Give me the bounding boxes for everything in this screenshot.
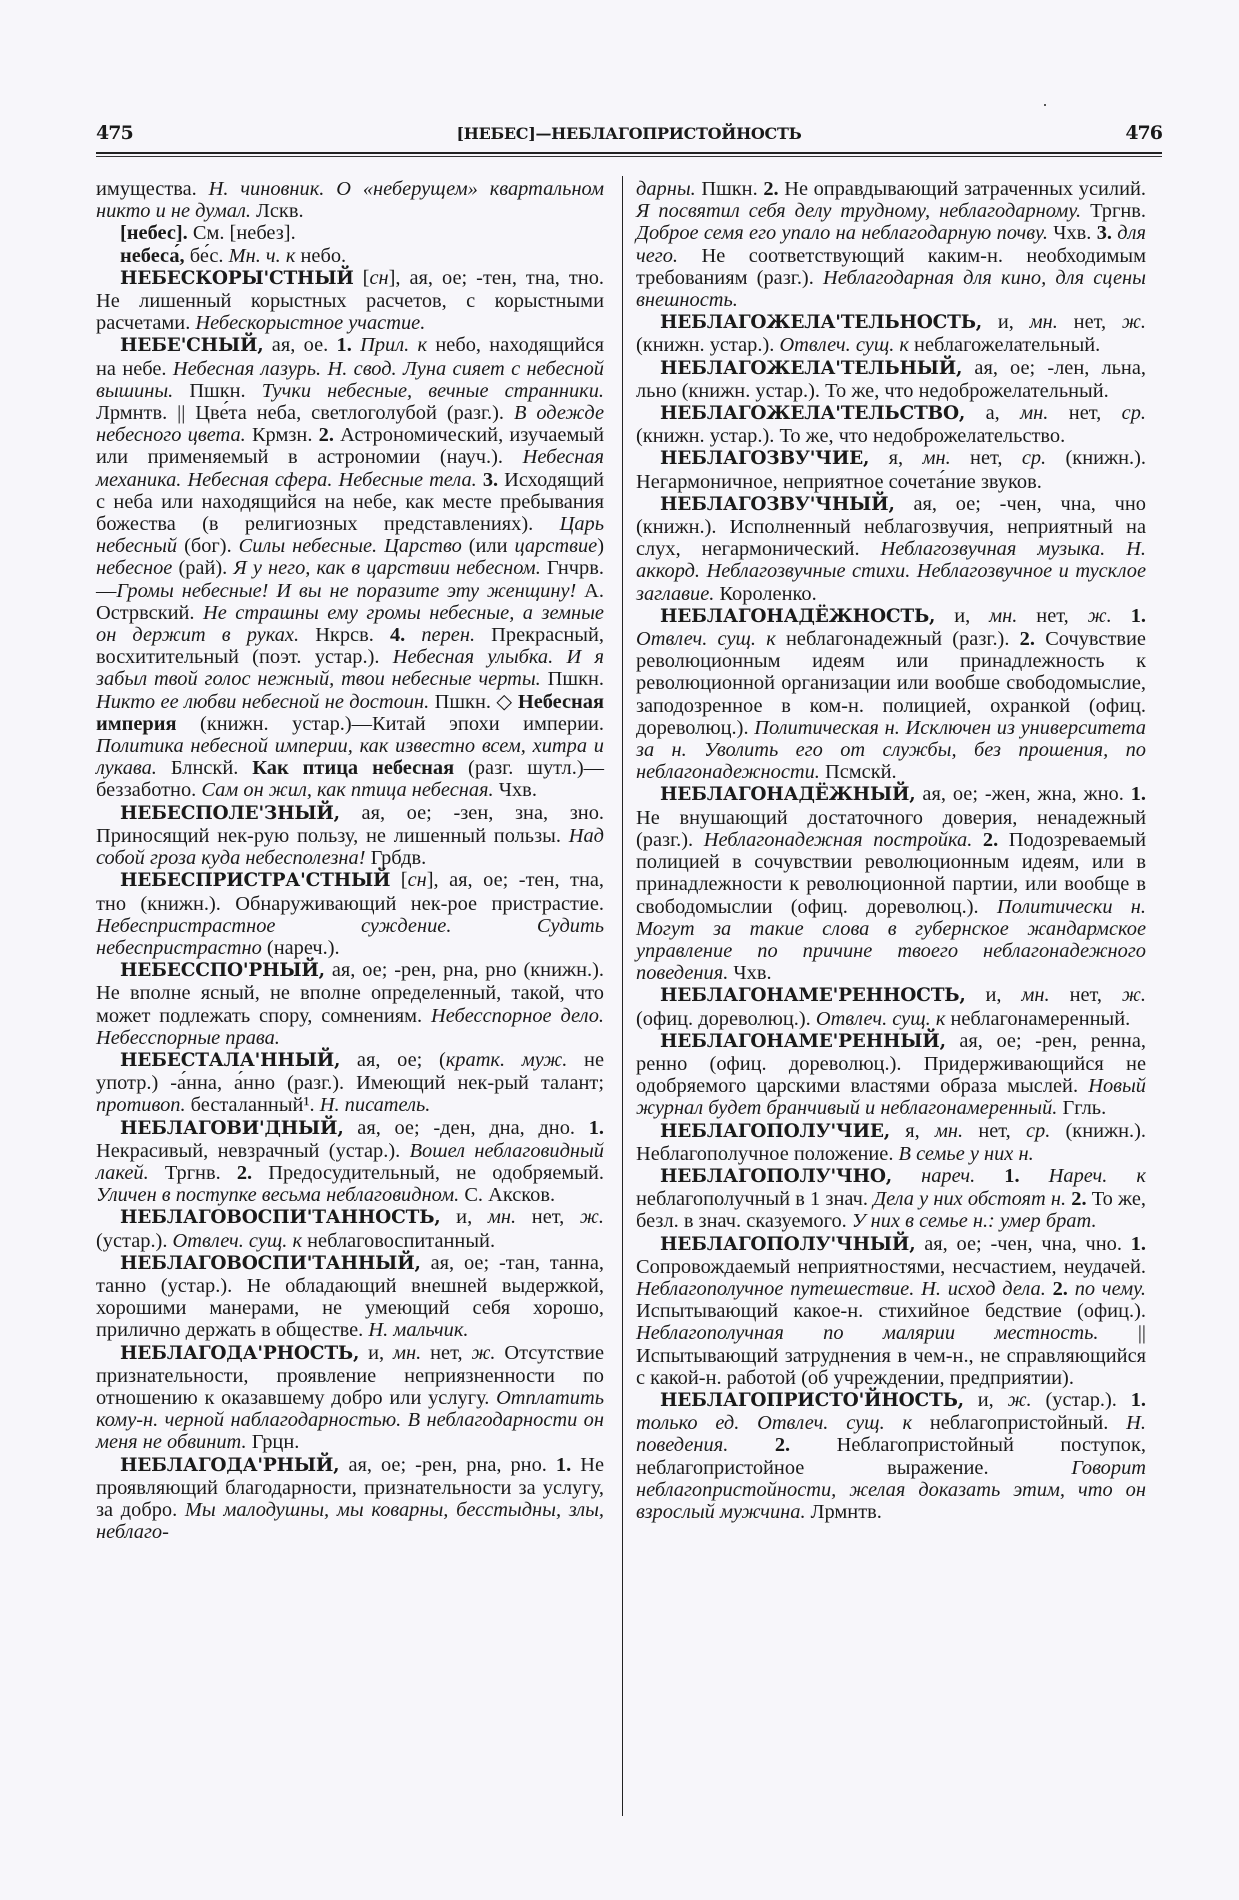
entry-text: Лскв.: [250, 200, 304, 223]
entry-text: Чхв.: [1047, 222, 1097, 245]
italic-text: Н. писатель.: [319, 1094, 431, 1117]
italic-text: Мы малодушны, мы коварны, бесстыдны, злы, неблаго-: [96, 1498, 604, 1544]
italic-text: ж.: [1121, 311, 1146, 334]
entry-text: Блнскй.: [156, 757, 253, 780]
italic-text: царствие: [514, 535, 598, 558]
italic-text: Дела у них обстоят н.: [873, 1188, 1067, 1211]
entry-text: [: [353, 266, 370, 289]
entry-text: нет,: [421, 1341, 472, 1364]
bold-text: 1.: [1004, 1164, 1020, 1187]
entry-text: Тргнв.: [1081, 200, 1146, 223]
entry-text: ая, ое; -рен, ренна, ренно (офиц. дореволюц.). Придерживающийся не одобряемого царскими властями образа мыслей.: [636, 1029, 1146, 1098]
headword: НЕБЛАГОЖЕЛА'ТЕЛЬСТВО,: [660, 403, 966, 425]
entry-text: Сочувствие революционным идеям или принадлежность к революционной организации или вообше свободомыслие, заподозренное в ком-н. полицией, охранкой (офиц. дореволюц.).: [636, 628, 1146, 739]
entry-text: Исходящий с неба или находящийся на небе, как месте пребывания божества (в религиозных представлениях).: [96, 468, 604, 536]
italic-text: Отвлеч. сущ. к: [172, 1229, 303, 1252]
italic-text: Вошел неблаговидный лакей.: [96, 1139, 604, 1184]
dictionary-entry: [636, 783, 1146, 984]
italic-text: Неблагозвучная музыка. Н. аккорд. Неблагозвучные стихи. Неблагозвучное и тусклое заглавие.: [636, 538, 1146, 605]
italic-text: Отвлеч. сущ. к: [779, 334, 909, 357]
entry-text: Псмскй.: [819, 761, 897, 784]
italic-text: ж.: [1087, 604, 1112, 627]
entry-text: Лрмнтв. || Цве́та неба, светлоголубой (разг.).: [96, 402, 514, 425]
dictionary-entry: [96, 1342, 604, 1454]
entry-text: С. Аксков.: [459, 1184, 556, 1207]
entry-text: ): [597, 535, 604, 558]
entry-text: ая, ое; (: [340, 1048, 446, 1071]
dictionary-entry: [636, 447, 1146, 492]
column-right: [636, 178, 1146, 1523]
entry-text: ая, ое; -лен, льна, льно (книжн. устар.). То же, что недоброжелательный.: [636, 356, 1146, 402]
italic-text: Над собой гроза куда небесполезна!: [96, 824, 604, 870]
italic-text: Политически н. Могут за такие слова в губернское жандармское управление по причине твоего неблагонадежного поведения.: [636, 895, 1146, 985]
entry-text: неблагонамеренный.: [945, 1007, 1131, 1030]
italic-text: Неблагодарная для кино, для сцены внешность.: [636, 266, 1146, 312]
entry-text: (офиц. дореволюц.).: [636, 1007, 816, 1030]
bold-text: 2.: [763, 178, 779, 200]
italic-text: ж.: [471, 1341, 496, 1364]
running-head: [НЕБЕС]—НЕБЛАГОПРИСТОЙНОСТЬ: [456, 124, 802, 143]
italic-text: кратк. муж.: [445, 1048, 568, 1071]
entry-text: небо, находящийся на небе.: [96, 334, 604, 380]
dictionary-entry: [636, 1030, 1146, 1120]
bold-text: 2.: [1071, 1188, 1087, 1211]
bold-text: 3.: [1096, 222, 1112, 245]
bold-text: 1.: [555, 1453, 572, 1476]
italic-text: Силы небесные. Царство: [238, 535, 462, 558]
entry-text: бесталанный¹.: [185, 1094, 320, 1117]
italic-text: мн.: [1029, 311, 1058, 334]
entry-text: ], ая, ое; -тен, тна, тно. Не лишенный корыстных расчетов, с корыстными расчетами.: [96, 266, 604, 335]
headword: НЕБЛАГОЖЕЛА'ТЕЛЬНЫЙ,: [660, 357, 963, 379]
italic-text: Не страшны ему громы небесные, а земные он держит в руках.: [96, 601, 604, 647]
italic-text: Никто ее любви небесной не достоин.: [96, 690, 430, 713]
entry-text: (рай).: [172, 557, 234, 580]
dictionary-entry: [96, 802, 604, 870]
headword: НЕБЛАГОПОЛУ'ЧИЕ,: [660, 1120, 891, 1142]
entry-continuation: [636, 178, 1146, 311]
headword: НЕБЕСПОЛЕ'ЗНЫЙ,: [120, 802, 340, 824]
italic-text: Небеспристрастное суждение. Судить небеспристрастно: [96, 914, 604, 959]
italic-text: противоп.: [96, 1094, 186, 1117]
dictionary-entry: [636, 1165, 1146, 1233]
entry-text: Отсутствие признательности, проявление неприязненности по отношению к оказавшему добро или услугу.: [96, 1341, 604, 1409]
bold-text: 2.: [1019, 628, 1035, 651]
entry-text: нет,: [1057, 311, 1122, 334]
entry-text: (книжн.). Неблагополучное положение.: [636, 1119, 1147, 1165]
italic-text: Отвлеч. сущ. к: [636, 628, 776, 651]
entry-text: ая, ое; -рен, рна, рно.: [339, 1453, 556, 1476]
entry-text: (книжн. устар.)—Китай эпохи империи.: [176, 712, 604, 735]
headword: НЕБЛАГОНАДЁЖНОСТЬ,: [660, 605, 936, 627]
italic-text: Н. мальчик.: [368, 1319, 469, 1342]
entry-text: нет,: [516, 1206, 580, 1229]
italic-text: Н. чиновник. О «неберущем» квартальном никто и не думал.: [96, 178, 604, 223]
bold-text: 1.: [1130, 1388, 1146, 1411]
italic-text: Неблагонадежная постройка.: [703, 828, 973, 851]
italic-text: Н. поведения.: [636, 1412, 1146, 1457]
italic-text: мн.: [1021, 984, 1050, 1007]
entry-text: Прекрасный, восхитительный (поэт. устар.).: [96, 624, 604, 669]
entry-text: не употр.) -а́нна, а́нно (разг.). Имеющий нек-рый талант;: [96, 1048, 604, 1095]
italic-text: ж.: [579, 1206, 604, 1229]
entry-text: ], ая, ое; -тен, тна, тно (книжн.). Обнаруживающий нек-рое пристрастие.: [96, 869, 604, 915]
entry-text: имущества.: [96, 178, 209, 200]
bold-text: 1.: [588, 1116, 604, 1139]
headword: НЕБЛАГОВОСПИ'ТАННОСТЬ,: [120, 1207, 441, 1229]
italic-text: мн.: [1020, 402, 1049, 425]
entry-text: См. [небез].: [187, 222, 296, 245]
dictionary-entry: [96, 1252, 604, 1342]
dictionary-entry: [96, 1454, 604, 1544]
entry-text: я,: [890, 1119, 935, 1142]
entry-text: (нареч.).: [261, 936, 340, 959]
dictionary-entry: [96, 267, 604, 335]
headword: НЕБЛАГОДА'РНОСТЬ,: [120, 1342, 360, 1364]
headword: НЕБЛАГОЗВУ'ЧНЫЙ,: [660, 493, 895, 515]
italic-text: Доброе семя его упало на неблагодарную почву.: [636, 222, 1048, 245]
entry-text: Не оправдывающий затраченных усилий.: [778, 178, 1146, 200]
entry-text: Тргнв.: [148, 1161, 237, 1184]
italic-text: Царь небесный: [96, 513, 604, 558]
italic-text: мн.: [922, 447, 951, 470]
italic-text: Я посвятил себя делу трудному, неблагодарному.: [636, 200, 1082, 223]
entry-text: и,: [965, 984, 1022, 1007]
italic-text: Неблагополучная по малярии местность.: [636, 1322, 1099, 1345]
entry-text: неблагополучный в 1 знач.: [636, 1188, 874, 1211]
headword: НЕБЕСКОРЫ'СТНЫЙ: [120, 267, 354, 289]
bold-text: 3.: [482, 468, 499, 491]
italic-text: Небескорыстное участие.: [195, 312, 426, 335]
entry-text: нет,: [963, 1119, 1026, 1142]
italic-text: Небесная лазурь. Н. свод. Луна сияет с небесной вышины.: [96, 357, 604, 402]
italic-text: ср.: [1025, 1119, 1051, 1142]
entry-text: небо.: [295, 244, 347, 267]
entry-text: ая, ое; -тан, танна, танно (устар.). Не обладающий внешней выдержкой, хорошими манерами, не умеющий себя хорошо, прилично держать в обществе.: [96, 1251, 604, 1342]
entry-text: и,: [359, 1341, 393, 1364]
header-rule-thin: [96, 156, 1162, 157]
dictionary-entry: [636, 357, 1146, 402]
headword: НЕБЛАГОПОЛУ'ЧНО,: [660, 1165, 893, 1187]
headword: НЕБЕ'СНЫЙ,: [120, 335, 264, 357]
italic-text: дарны.: [636, 178, 696, 200]
bold-text: 1.: [1130, 783, 1146, 806]
entry-text: Пшкн. ◇: [429, 690, 518, 713]
dictionary-entry: [636, 984, 1146, 1029]
dictionary-entry: [96, 1206, 604, 1251]
dictionary-entry: [636, 605, 1146, 784]
dictionary-entry: [96, 869, 604, 959]
italic-text: сн: [369, 266, 389, 289]
italic-text: только ед. Отвлеч. сущ. к: [636, 1412, 913, 1435]
entry-text: Короленко.: [714, 582, 817, 605]
entry-text: нет,: [1017, 604, 1088, 627]
dictionary-entry: [96, 1049, 604, 1117]
headword: НЕБЕСПРИСТРА'СТНЫЙ: [120, 870, 391, 892]
entry-text: а,: [965, 402, 1021, 425]
italic-text: перен.: [405, 624, 476, 647]
bold-text: 4.: [389, 624, 406, 647]
italic-text: Небесная улыбка. И я забыл твой голос нежный, твои небесные черты.: [96, 646, 604, 691]
bold-text: 2.: [236, 1161, 253, 1184]
entry-text: Испытывающий какое-н. стихийное бедствие (офиц.).: [636, 1300, 1146, 1323]
entry-text: А. Острвский.: [96, 579, 604, 624]
page-header: [96, 122, 1162, 152]
italic-text: мн.: [934, 1119, 964, 1142]
entry-text: неблаговоспитанный.: [302, 1229, 496, 1252]
entry-text: Пшкн.: [695, 178, 764, 200]
italic-text: Политическая н. Исключен из университета за н. Уволить его от службы, без прошения, по неблагонадежности.: [636, 716, 1146, 784]
entry-text: Некрасивый, невзрачный (устар.).: [96, 1139, 410, 1162]
entry-continuation: [96, 178, 604, 222]
italic-text: Я у него, как в царствии небесном.: [233, 557, 541, 580]
italic-text: Нареч. к: [1019, 1164, 1146, 1187]
bold-text: 2.: [982, 828, 999, 851]
print-speck: [1044, 104, 1046, 106]
entry-text: Нкрсв.: [299, 624, 390, 647]
entry-text: и,: [982, 311, 1030, 334]
headword: НЕБЛАГОНАДЁЖНЫЙ,: [660, 784, 916, 806]
entry-text: (книжн.). Негармоничное, неприятное сочета́ние звуков.: [636, 447, 1147, 493]
italic-text: ср.: [1021, 447, 1047, 470]
entry-text: Астрономический, изучаемый или применяемый в астрономии (науч.).: [96, 424, 604, 469]
dictionary-entry: [96, 245, 604, 267]
entry-text: Предосудительный, не одобряемый.: [252, 1161, 604, 1184]
entry-text: неблагопристойный.: [912, 1412, 1127, 1435]
italic-text: Сам он жил, как птица небесная.: [201, 779, 494, 802]
italic-text: мн.: [487, 1206, 517, 1229]
entry-text: Ггль.: [1057, 1097, 1107, 1120]
entry-text: ая, ое; -чен, чна, чно (книжн.). Исполненный неблагозвучия, неприятный на слух, негармонический.: [636, 492, 1146, 561]
entry-text: ая, ое; -ден, дна, дно.: [343, 1116, 589, 1139]
entry-text: неблагожелательный.: [908, 334, 1101, 357]
italic-text: В семье у них н.: [898, 1142, 1034, 1165]
entry-text: я,: [869, 447, 923, 470]
bold-text: 1.: [1130, 604, 1146, 627]
header-rule: [96, 152, 1162, 154]
entry-text: Чхв.: [728, 962, 772, 985]
italic-text: Новый журнал будет бранчивый и неблагонамеренный.: [636, 1075, 1146, 1120]
entry-text: бе́с.: [184, 244, 229, 267]
italic-text: Отплатить кому-н. черной наблагодарностью. В неблагодарности он меня не обвинит.: [96, 1386, 604, 1454]
entry-text: Пшкн.: [173, 379, 262, 402]
entry-text: [728, 1434, 775, 1456]
dictionary-entry: [636, 1389, 1146, 1523]
dictionary-entry: [96, 222, 604, 244]
italic-text: ж.: [1007, 1388, 1032, 1411]
entry-text: неблагонадежный (разг.).: [775, 628, 1020, 651]
entry-text: нет,: [1049, 984, 1122, 1007]
entry-text: Крмзн.: [245, 424, 319, 447]
dictionary-entry: [636, 402, 1146, 447]
italic-text: небесное: [96, 557, 173, 580]
bold-text: 1.: [1130, 1232, 1146, 1255]
italic-text: нареч.: [892, 1164, 976, 1187]
entry-text: (бог).: [177, 535, 239, 558]
entry-text: [972, 829, 983, 851]
bold-text: [небес].: [120, 222, 188, 245]
entry-text: [975, 1165, 1004, 1187]
page-number-right: 476: [1125, 122, 1162, 144]
entry-text: Сопровождаемый неприятностями, несчастием, неудачей.: [636, 1255, 1146, 1278]
italic-text: Неблагополучное путешествие. Н. исход дела.: [636, 1277, 1046, 1300]
italic-text: ж.: [1121, 984, 1146, 1007]
italic-text: Небесспорное дело. Небесспорные права.: [96, 1004, 605, 1049]
italic-text: Тучки небесные, вечные странники.: [261, 379, 604, 402]
dictionary-entry: [636, 493, 1146, 605]
bold-text: небеса́,: [120, 244, 185, 267]
entry-text: ая, ое; -зен, зна, зно. Приносящий нек-рую пользу, не лишенный пользы.: [96, 801, 604, 847]
entry-text: Подозреваемый полицией в сочувствии революционным идеям, или в принадлежности к революционной партии, или вообще в свободомыслии (офиц. дореволюц.).: [636, 828, 1146, 918]
headword: НЕБЛАГОЖЕЛА'ТЕЛЬНОСТЬ,: [660, 312, 983, 334]
entry-text: (устар.).: [96, 1229, 173, 1252]
italic-text: У них в семье н.: умер брат.: [851, 1210, 1097, 1233]
dictionary-entry: [96, 1117, 604, 1207]
italic-text: Политика небесной империи, как известно всем, хитра и лукава.: [96, 735, 604, 780]
entry-text: ая, ое.: [263, 334, 337, 357]
entry-text: Пшкн.: [540, 668, 604, 691]
italic-text: мн.: [989, 604, 1018, 627]
headword: НЕБЛАГОПОЛУ'ЧНЫЙ,: [660, 1233, 916, 1255]
headword: НЕБЛАГОНАМЕ'РЕННОСТЬ,: [660, 985, 966, 1007]
entry-text: Не внушающий достаточного доверия, ненадежный (разг.).: [636, 806, 1146, 851]
entry-text: ая, ое; -рен, рна, рно (книжн.). Не вполне ясный, не вполне определенный, такой, что может подлежать спору, сомнениям.: [96, 959, 604, 1027]
headword: НЕБЛАГОЗВУ'ЧИЕ,: [660, 448, 870, 470]
column-left: [96, 178, 604, 1543]
entry-text: нет,: [1048, 402, 1122, 425]
italic-text: по чему.: [1067, 1277, 1147, 1300]
bold-text: 1.: [336, 334, 352, 357]
dictionary-entry: [636, 1233, 1146, 1389]
entry-text: [1046, 1278, 1053, 1300]
entry-text: (книжн. устар.).: [636, 334, 780, 357]
headword: НЕБЕСТАЛА'ННЫЙ,: [120, 1049, 341, 1071]
bold-text: 2.: [774, 1434, 791, 1457]
italic-text: Мн. ч. к: [228, 244, 296, 267]
entry-text: [: [390, 869, 408, 892]
bold-text: 2.: [1052, 1277, 1068, 1300]
italic-text: Прил. к: [351, 334, 428, 357]
entry-text: (книжн. устар.). То же, что недоброжелательство.: [636, 425, 1066, 448]
bold-text: Как птица небесная: [252, 757, 455, 780]
entry-text: Лрмнтв.: [805, 1500, 882, 1523]
entry-text: нет,: [950, 447, 1022, 470]
dictionary-entry: [96, 959, 604, 1049]
headword: НЕБЛАГОПРИСТО'ЙНОСТЬ,: [660, 1389, 964, 1411]
entry-text: [1112, 605, 1131, 627]
entry-text: || Испытывающий затруднения в чем-н., не справляющийся с какой-н. работой (об учреждении, предприятии).: [636, 1322, 1146, 1389]
italic-text: сн: [407, 869, 427, 892]
page-number-left: 475: [96, 122, 133, 144]
entry-text: Не проявляющий благодарности, признательности за услугу, за добро.: [96, 1453, 604, 1521]
entry-text: Гнчрв.—: [96, 557, 604, 602]
italic-text: Уличен в поступке весьма неблаговидном.: [96, 1184, 460, 1207]
dictionary-entry: [636, 1120, 1146, 1165]
dictionary-entry: [96, 334, 604, 801]
bold-text: Небесная империя: [96, 690, 604, 735]
italic-text: для чего.: [636, 222, 1146, 267]
entry-text: (устар.).: [1031, 1388, 1131, 1411]
bold-text: 2.: [318, 424, 334, 447]
column-divider: [622, 176, 623, 1816]
entry-text: ая, ое; -чен, чна, чно.: [915, 1232, 1131, 1255]
entry-text: и,: [440, 1206, 488, 1229]
entry-text: и,: [963, 1388, 1008, 1411]
entry-text: Неблагопристойный поступок, неблагопристойное выражение.: [636, 1434, 1146, 1479]
entry-text: Не соответствующий каким-н. необходимым требованиям (разг.).: [636, 244, 1146, 289]
entry-text: (или: [461, 535, 515, 558]
headword: НЕБЛАГОВОСПИ'ТАННЫЙ,: [120, 1252, 421, 1274]
entry-text: Грцн.: [246, 1431, 300, 1454]
headword: НЕБЛАГОДА'РНЫЙ,: [120, 1454, 340, 1476]
entry-text: (разг. шутл.)—беззаботно.: [96, 757, 604, 802]
italic-text: мн.: [392, 1341, 422, 1364]
entry-text: Чхв.: [493, 779, 537, 802]
italic-text: Громы небесные! И вы не поразите эту женщину!: [116, 579, 577, 602]
entry-text: То же, безл. в знач. сказуемого.: [636, 1188, 1146, 1233]
headword: НЕБЕССПО'РНЫЙ,: [120, 960, 325, 982]
entry-text: ая, ое; -жен, жна, жно.: [915, 783, 1131, 806]
headword: НЕБЛАГОВИ'ДНЫЙ,: [120, 1117, 344, 1139]
italic-text: В одежде небесного цвета.: [96, 402, 604, 447]
italic-text: Небесная механика. Небесная сфера. Небесные тела.: [96, 446, 604, 491]
italic-text: Отвлеч. сущ. к: [815, 1007, 946, 1030]
italic-text: ср.: [1121, 402, 1146, 425]
entry-text: Грбдв.: [365, 847, 427, 870]
italic-text: Говорит неблагопристойности, желая доказать этим, что он взрослый мужчина.: [636, 1456, 1146, 1523]
headword: НЕБЛАГОНАМЕ'РЕННЫЙ,: [660, 1030, 946, 1052]
dictionary-entry: [636, 311, 1146, 356]
entry-text: и,: [935, 604, 990, 627]
